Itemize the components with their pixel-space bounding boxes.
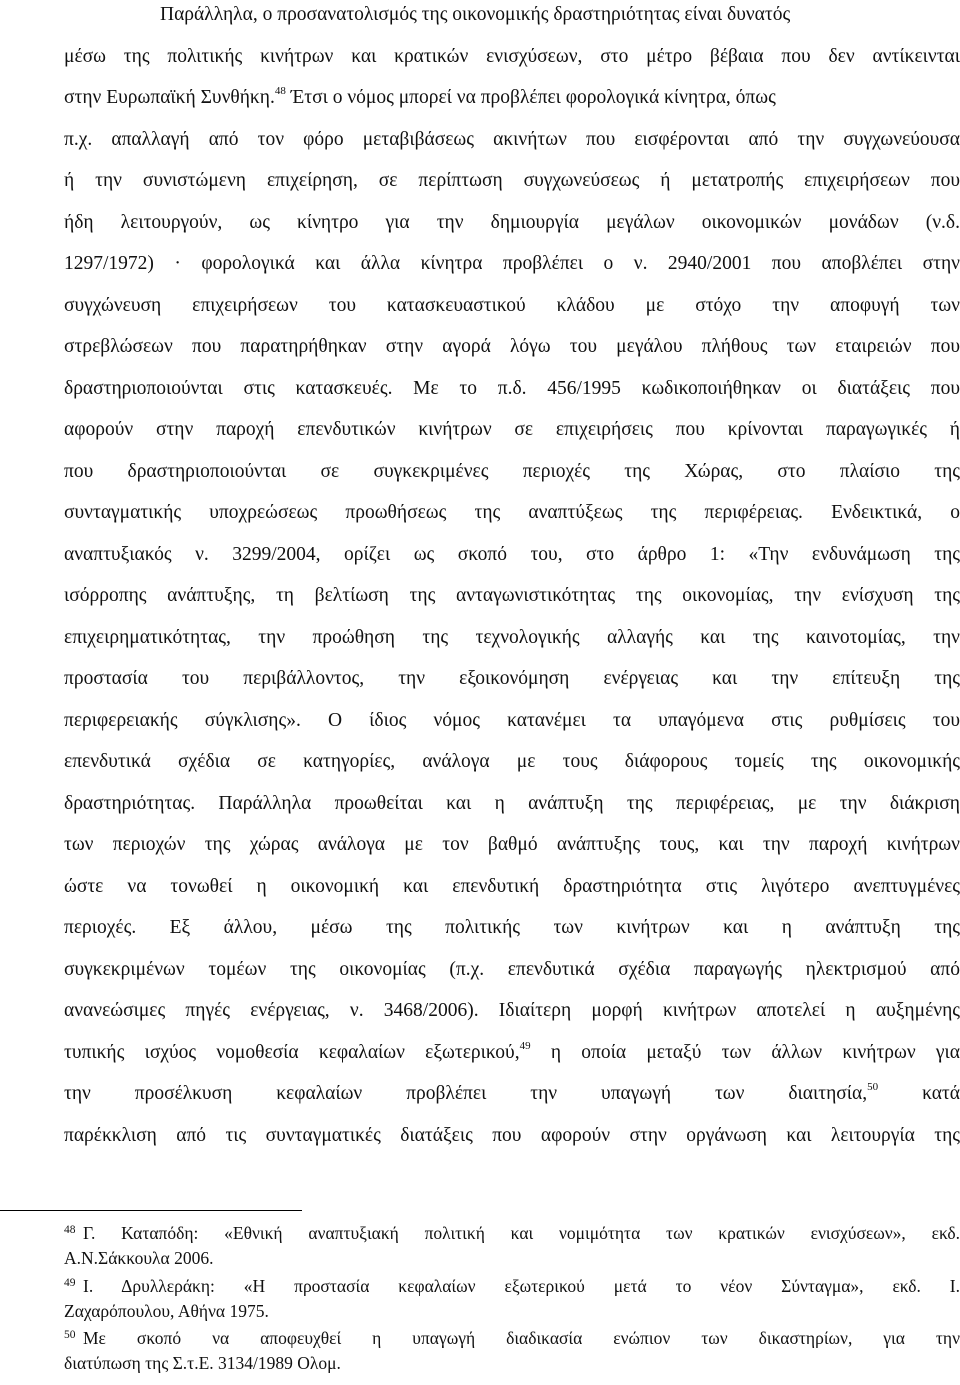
footnote-line: διατύπωση της Σ.τ.Ε. 3134/1989 Ολομ.: [64, 1353, 341, 1373]
body-line: [64, 1040, 960, 1066]
body-line: περιοχές. Εξ άλλου, μέσω της πολιτικής των κινήτρων και η ανάπτυξη της: [64, 917, 960, 938]
body-line: προστασία του περιβάλλοντος, την εξοικονόμηση ενέργειας και την επίτευξη της: [64, 668, 960, 689]
body-line: στρεβλώσεων που παρατηρήθηκαν στην αγορά λόγω του μεγάλου πλήθους των εταιρειών που: [64, 336, 960, 357]
body-line: δραστηριότητας. Παράλληλα προωθείται και η ανάπτυξη της περιφέρειας, με την διάκριση: [64, 792, 960, 814]
body-line: επενδυτικά σχέδια σε κατηγορίες, ανάλογα με τους διάφορους τομείς της οικονομικής: [64, 751, 960, 772]
line-text: τυπικής ισχύος νομοθεσία κεφαλαίων εξωτερικού,: [64, 1041, 520, 1063]
footnote-line: Ι. Δρυλλεράκη: «Η προστασία κεφαλαίων εξωτερικού μετά το νέον Σύνταγμα», εκδ. Ι.: [83, 1276, 960, 1296]
body-line: ανανεώσιμες πηγές ενέργειας, ν. 3468/2006). Ιδιαίτερη μορφή κινήτρων αποτελεί η αυξημένης: [64, 1000, 960, 1021]
footnote-reference[interactable]: 50: [867, 1081, 879, 1093]
body-line: δραστηριοποιούνται στις κατασκευές. Με το π.δ. 456/1995 κωδικοποιήθηκαν οι διατάξεις που: [64, 377, 960, 399]
body-line: [64, 85, 960, 111]
body-line: ώστε να τονωθεί η οικονομική και επενδυτική δραστηριότητα στις λιγότερο ανεπτυγμένες: [64, 875, 960, 897]
line-text: Έτσι ο νόμος μπορεί να προβλέπει φορολογικά κίνητρα, όπως: [285, 87, 776, 108]
body-line: Παράλληλα, ο προσανατολισμός της οικονομικής δραστηριότητας είναι δυνατός: [160, 4, 791, 25]
body-line: ήδη λειτουργούν, ως κίνητρο για την δημιουργία μεγάλων οικονομικών μονάδων (ν.δ.: [64, 211, 960, 233]
footnote-line: Α.Ν.Σάκκουλα 2006.: [64, 1248, 214, 1268]
line-text: την προσέλκυση κεφαλαίων προβλέπει την υπαγωγή των διαιτησία,: [64, 1083, 868, 1104]
body-line: [64, 1081, 960, 1107]
body-line: επιχειρηματικότητας, την προώθηση της τεχνολογικής αλλαγής και της καινοτομίας, την: [64, 626, 960, 648]
footnote-line: Γ. Καταπόδη: «Εθνική αναπτυξιακή πολιτική και νομιμότητα των κρατικών ενισχύσεων», εκδ.: [83, 1223, 960, 1243]
footnote-reference[interactable]: 49: [519, 1039, 531, 1052]
footnote-line: Με σκοπό να αποφευχθεί η υπαγωγή διαδικασία ενώπιον των δικαστηρίων, για την: [83, 1328, 960, 1348]
footnote-number: 49: [64, 1277, 76, 1289]
footnote-reference[interactable]: 48: [274, 85, 286, 97]
body-line: συγχώνευση επιχειρήσεων του κατασκευαστικού κλάδου με στόχο την αποφυγή των: [64, 294, 960, 316]
footnote-number: 48: [64, 1224, 76, 1236]
body-line: π.χ. απαλλαγή από τον φόρο μεταβιβάσεως ακινήτων που εισφέρονται από την συγχωνεύουσα: [64, 128, 960, 150]
footnote-line: Ζαχαρόπουλου, Αθήνα 1975.: [64, 1301, 269, 1321]
body-line: μέσω της πολιτικής κινήτρων και κρατικών ενισχύσεων, στο μέτρο βέβαια που δεν αντίκεινται: [64, 45, 960, 67]
body-line: αναπτυξιακός ν. 3299/2004, ορίζει ως σκοπό του, στο άρθρο 1: «Την ενδυνάμωση της: [64, 543, 960, 565]
footnote-number: 50: [64, 1329, 76, 1341]
body-line: αφορούν στην παροχή επενδυτικών κινήτρων σε επιχειρήσεις που κρίνονται παραγωγικές ή: [64, 419, 960, 440]
body-line: συγκεκριμένων τομέων της οικονομίας (π.χ. επενδυτικά σχέδια παραγωγής ηλεκτρισμού από: [64, 958, 960, 980]
body-line: ισόρροπης ανάπτυξης, τη βελτίωση της ανταγωνιστικότητας της οικονομίας, την ενίσχυση της: [64, 585, 960, 606]
body-line: παρέκκλιση από τις συνταγματικές διατάξεις που αφορούν στην οργάνωση και λειτουργία της: [64, 1124, 960, 1146]
body-line: που δραστηριοποιούνται σε συγκεκριμένες περιοχές της Χώρας, στο πλαίσιο της: [64, 460, 960, 482]
body-line: 1297/1972) · φορολογικά και άλλα κίνητρα προβλέπει ο ν. 2940/2001 που αποβλέπει στην: [64, 253, 960, 274]
line-text: η οποία μεταξύ των άλλων κινήτρων για: [530, 1041, 960, 1063]
body-line: συνταγματικής υποχρεώσεως προωθήσεως της αναπτύξεως της περιφέρειας. Ενδεικτικά, ο: [64, 502, 960, 523]
body-line: ή την συνιστώμενη επιχείρηση, σε περίπτωση συγχωνεύσεως ή μετατροπής επιχειρήσεων που: [64, 170, 960, 191]
body-line: περιφερειακής σύγκλισης». Ο ίδιος νόμος κατανέμει τα υπαγόμενα στις ρυθμίσεις του: [64, 709, 960, 731]
line-text: κατά: [878, 1083, 960, 1104]
body-line: των περιοχών της χώρας ανάλογα με τον βαθμό ανάπτυξης τους, και την παροχή κινήτρων: [64, 834, 960, 855]
line-text: στην Ευρωπαϊκή Συνθήκη.: [64, 87, 275, 108]
footnote-separator: [0, 1210, 302, 1211]
